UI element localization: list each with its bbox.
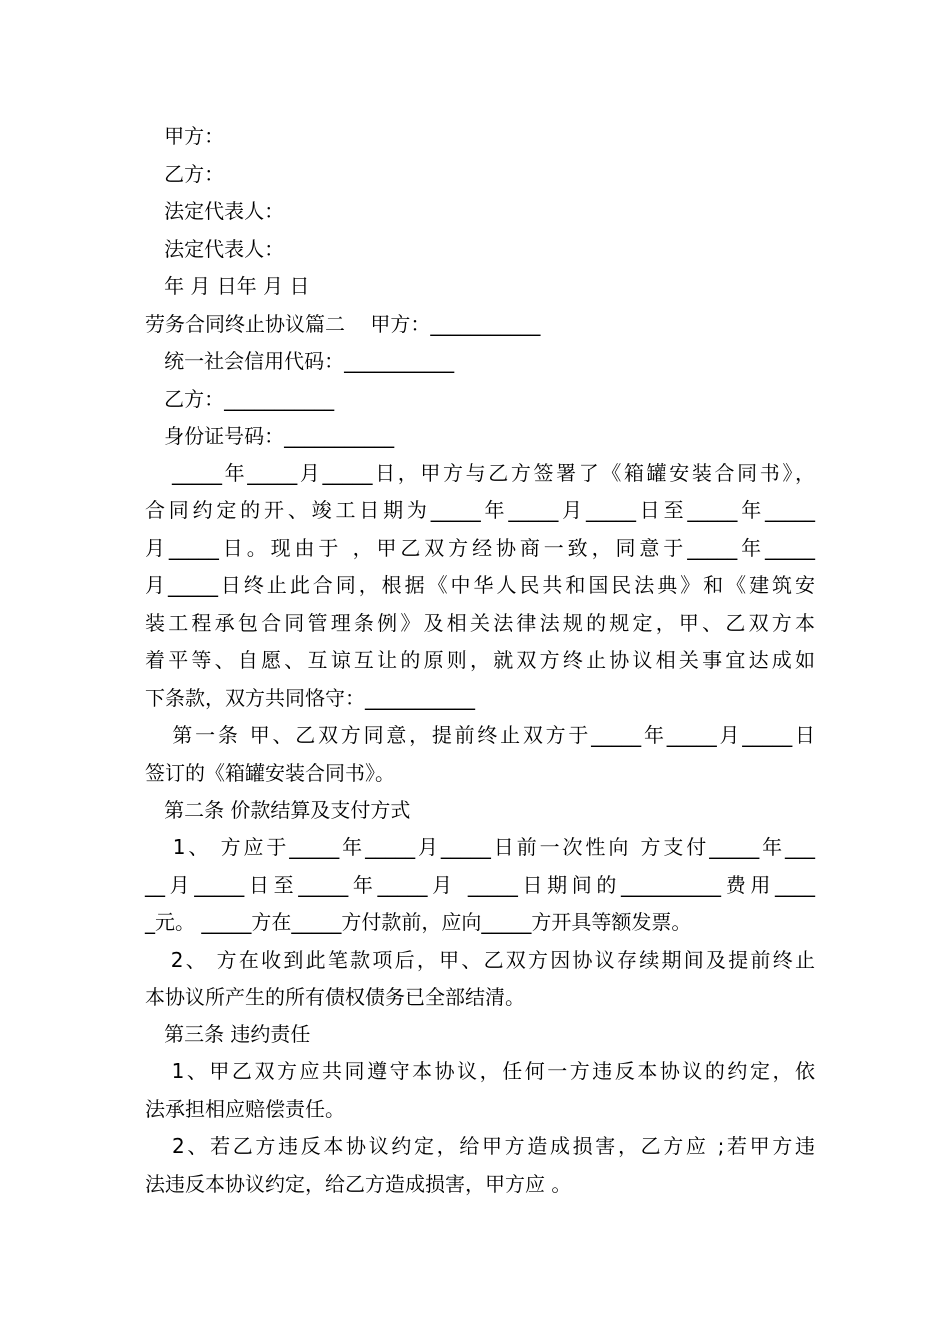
article-three-line: 法违反本协议约定，给乙方造成损害，甲方应 。 (145, 1172, 572, 1196)
article-three-line: 2、若乙方违反本协议约定，给甲方造成损害，乙方应 ;若甲方违 (145, 1134, 815, 1158)
article-one-line: 签订的《箱罐安装合同书》。 (145, 761, 395, 785)
paragraph-line: 月_____日终止此合同，根据《中华人民共和国民法典》和《建筑安 (145, 573, 815, 597)
paragraph-line: 装工程承包合同管理条例》及相关法律法规的规定，甲、乙双方本 (145, 611, 815, 635)
paragraph-line: _____年_____月_____日，甲方与乙方签署了《箱罐安装合同书》， (145, 461, 815, 485)
legal-rep-line-b: 法定代表人： (145, 237, 285, 261)
paragraph-line: 月_____日。现由于 ，甲乙双方经协商一致，同意于_____年_____ (145, 536, 815, 560)
article-two-heading: 第二条 价款结算及支付方式 (145, 798, 411, 822)
article-two-line: _元。 _____方在_____方付款前，应向_____方开具等额发票。 (145, 910, 692, 934)
party-a-line: 甲方： (145, 124, 225, 148)
article-three-heading: 第三条 违约责任 (145, 1022, 311, 1046)
article-two-line: 本协议所产生的所有债权债务已全部结清。 (145, 985, 525, 1009)
article-one-line: 第一条 甲、乙双方同意，提前终止双方于_____年_____月_____日 (145, 723, 815, 747)
article-two-line: 2、 方在收到此笔款项后，甲、乙双方因协议存续期间及提前终止 (145, 948, 815, 972)
article-two-line: 1、 方应于_____年_____月_____日前一次性向 方支付_____年___ (145, 835, 815, 859)
paragraph-line: 下条款，双方共同恪守：___________ (145, 686, 475, 710)
article-three-line: 1、甲乙双方应共同遵守本协议，任何一方违反本协议的约定，依 (145, 1059, 815, 1083)
party-b-line: 乙方： (145, 162, 225, 186)
paragraph-line: 着平等、自愿、互谅互让的原则，就双方终止协议相关事宜达成如 (145, 648, 815, 672)
date-line: 年 月 日年 月 日 (145, 274, 310, 298)
paragraph-line: 合同约定的开、竣工日期为_____年_____月_____日至_____年_____ (145, 498, 815, 522)
party-b-blank-line: 乙方：___________ (145, 387, 335, 411)
section-heading-two: 劳务合同终止协议篇二 甲方：___________ (145, 312, 541, 336)
legal-rep-line-a: 法定代表人： (145, 199, 285, 223)
id-number-line: 身份证号码：___________ (145, 424, 395, 448)
article-two-line: __月_____日至_____年_____月 _____日期间的__________费用____ (145, 873, 815, 897)
credit-code-line: 统一社会信用代码：___________ (145, 349, 455, 373)
article-three-line: 法承担相应赔偿责任。 (145, 1097, 345, 1121)
